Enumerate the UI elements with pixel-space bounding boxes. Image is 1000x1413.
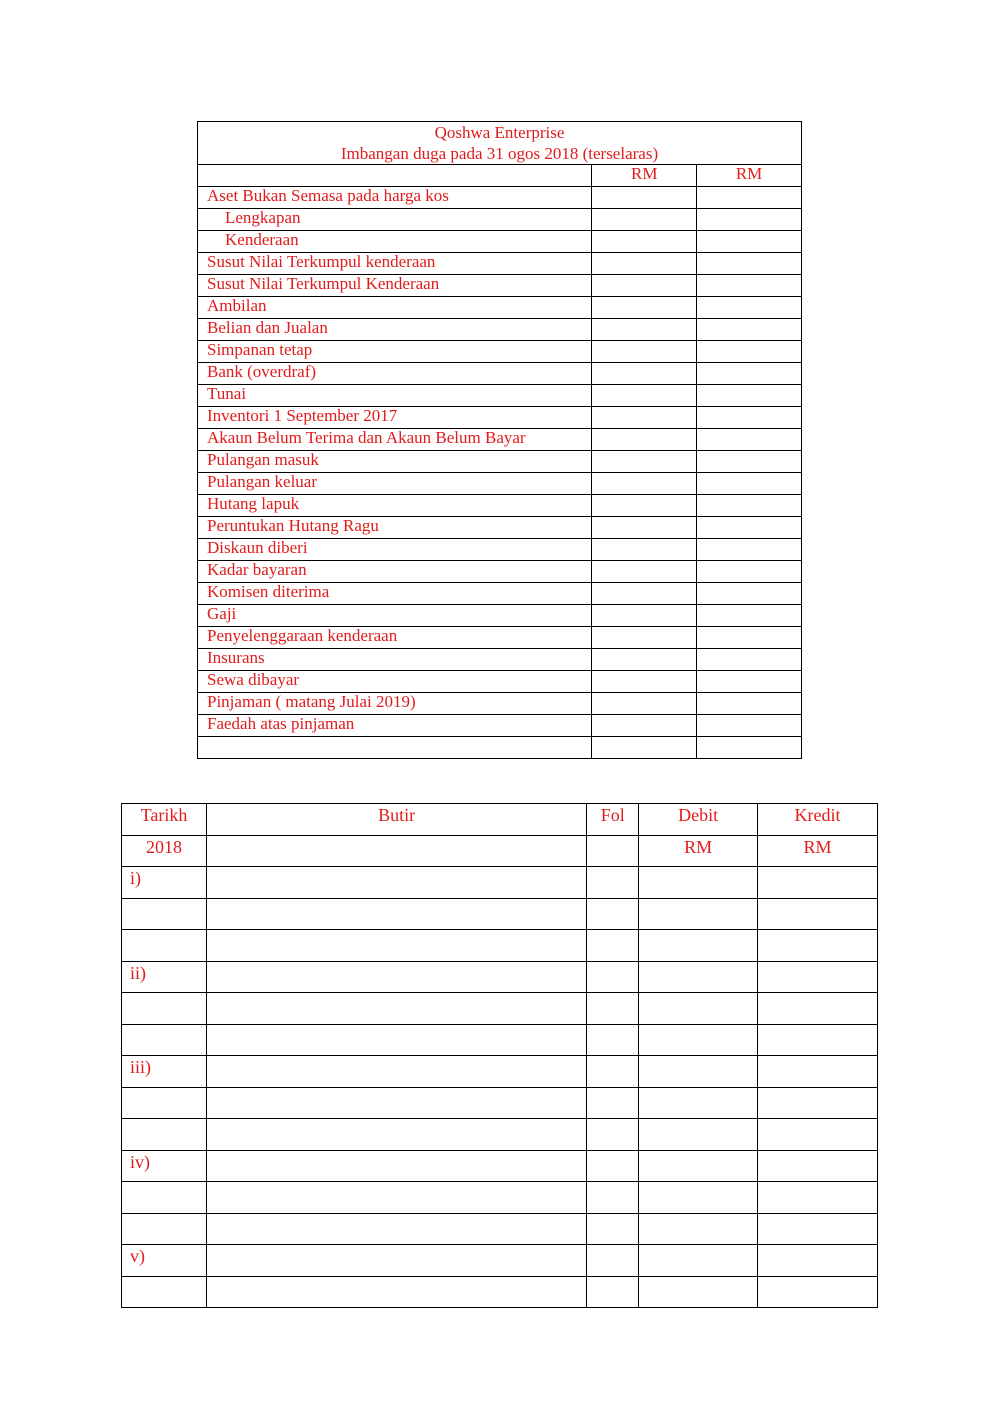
folio-cell[interactable] xyxy=(587,961,639,993)
folio-cell[interactable] xyxy=(587,1182,639,1214)
trial-balance-subtitle: Imbangan duga pada 31 ogos 2018 (terselaras) xyxy=(340,144,659,163)
particulars-cell[interactable] xyxy=(206,1150,586,1182)
entry-label: iv) xyxy=(122,1150,207,1182)
journal-table xyxy=(121,803,878,1308)
credit-cell[interactable] xyxy=(697,495,802,517)
particulars-cell[interactable] xyxy=(206,1213,586,1245)
account-label: Gaji xyxy=(198,605,592,627)
particulars-cell[interactable] xyxy=(206,1119,586,1151)
account-label: Kenderaan xyxy=(198,231,592,253)
credit-cell[interactable] xyxy=(697,363,802,385)
debit-cell[interactable] xyxy=(592,605,697,627)
debit-cell[interactable] xyxy=(639,1245,758,1277)
folio-cell[interactable] xyxy=(587,930,639,962)
total-label-cell xyxy=(198,737,592,759)
trial-balance-title xyxy=(198,122,802,165)
debit-cell[interactable] xyxy=(592,407,697,429)
date-cell[interactable] xyxy=(122,1276,207,1308)
credit-cell[interactable] xyxy=(758,1182,878,1214)
account-label: Pinjaman ( matang Julai 2019) xyxy=(198,693,592,715)
folio-cell[interactable] xyxy=(587,898,639,930)
debit-cell[interactable] xyxy=(639,1182,758,1214)
credit-cell[interactable] xyxy=(697,187,802,209)
trial-balance-table xyxy=(197,121,802,759)
particulars-subheader xyxy=(206,835,586,867)
credit-cell[interactable] xyxy=(697,253,802,275)
particulars-cell[interactable] xyxy=(206,898,586,930)
debit-cell[interactable] xyxy=(592,649,697,671)
debit-cell[interactable] xyxy=(592,671,697,693)
credit-cell[interactable] xyxy=(697,341,802,363)
account-label: Penyelenggaraan kenderaan xyxy=(198,627,592,649)
debit-cell[interactable] xyxy=(592,297,697,319)
date-cell[interactable] xyxy=(122,993,207,1025)
debit-cell[interactable] xyxy=(592,231,697,253)
folio-cell[interactable] xyxy=(587,867,639,899)
header-blank-cell xyxy=(198,165,592,187)
folio-cell[interactable] xyxy=(587,1024,639,1056)
credit-cell[interactable] xyxy=(697,319,802,341)
credit-cell[interactable] xyxy=(697,209,802,231)
particulars-cell[interactable] xyxy=(206,1087,586,1119)
debit-cell[interactable] xyxy=(639,1276,758,1308)
credit-cell[interactable] xyxy=(697,407,802,429)
debit-cell[interactable] xyxy=(592,627,697,649)
debit-cell[interactable] xyxy=(592,517,697,539)
credit-cell[interactable] xyxy=(697,517,802,539)
account-label: Inventori 1 September 2017 xyxy=(198,407,592,429)
account-label: Bank (overdraf) xyxy=(198,363,592,385)
account-label: Akaun Belum Terima dan Akaun Belum Bayar xyxy=(198,429,592,451)
debit-cell[interactable] xyxy=(639,1087,758,1119)
folio-cell[interactable] xyxy=(587,1119,639,1151)
debit-cell[interactable] xyxy=(592,715,697,737)
debit-currency-label: RM xyxy=(639,835,758,867)
credit-cell[interactable] xyxy=(697,583,802,605)
credit-cell[interactable] xyxy=(697,429,802,451)
debit-cell[interactable] xyxy=(592,187,697,209)
folio-cell[interactable] xyxy=(587,1056,639,1088)
debit-cell[interactable] xyxy=(639,898,758,930)
debit-cell[interactable] xyxy=(639,961,758,993)
account-label: Susut Nilai Terkumpul kenderaan xyxy=(198,253,592,275)
debit-cell[interactable] xyxy=(592,561,697,583)
debit-cell[interactable] xyxy=(639,1024,758,1056)
account-label: Pulangan keluar xyxy=(198,473,592,495)
folio-cell[interactable] xyxy=(587,993,639,1025)
credit-cell[interactable] xyxy=(758,993,878,1025)
debit-cell[interactable] xyxy=(639,1056,758,1088)
debit-cell[interactable] xyxy=(592,495,697,517)
debit-cell[interactable] xyxy=(592,209,697,231)
credit-cell[interactable] xyxy=(758,1087,878,1119)
date-cell[interactable] xyxy=(122,1024,207,1056)
account-label: Pulangan masuk xyxy=(198,451,592,473)
particulars-cell[interactable] xyxy=(206,1276,586,1308)
debit-cell[interactable] xyxy=(639,1213,758,1245)
credit-cell[interactable] xyxy=(697,671,802,693)
account-label: Diskaun diberi xyxy=(198,539,592,561)
folio-cell[interactable] xyxy=(587,1213,639,1245)
debit-cell[interactable] xyxy=(592,385,697,407)
credit-cell[interactable] xyxy=(758,1119,878,1151)
debit-cell[interactable] xyxy=(592,539,697,561)
credit-cell[interactable] xyxy=(697,627,802,649)
credit-cell[interactable] xyxy=(758,1245,878,1277)
particulars-cell[interactable] xyxy=(206,930,586,962)
debit-cell[interactable] xyxy=(592,451,697,473)
account-label: Belian dan Jualan xyxy=(198,319,592,341)
debit-cell[interactable] xyxy=(639,867,758,899)
credit-currency-label: RM xyxy=(758,835,878,867)
credit-cell[interactable] xyxy=(697,275,802,297)
debit-cell[interactable] xyxy=(592,693,697,715)
account-label: Tunai xyxy=(198,385,592,407)
credit-cell[interactable] xyxy=(697,385,802,407)
account-label: Ambilan xyxy=(198,297,592,319)
folio-subheader xyxy=(587,835,639,867)
debit-cell[interactable] xyxy=(639,993,758,1025)
credit-cell[interactable] xyxy=(697,605,802,627)
debit-column-header: RM xyxy=(592,165,697,187)
account-label: Simpanan tetap xyxy=(198,341,592,363)
credit-cell[interactable] xyxy=(758,867,878,899)
debit-total-cell[interactable] xyxy=(592,737,697,759)
credit-cell[interactable] xyxy=(697,473,802,495)
debit-cell[interactable] xyxy=(592,319,697,341)
folio-cell[interactable] xyxy=(587,1276,639,1308)
entry-label: i) xyxy=(122,867,207,899)
credit-total-cell[interactable] xyxy=(697,737,802,759)
credit-cell[interactable] xyxy=(758,1213,878,1245)
debit-cell[interactable] xyxy=(639,1150,758,1182)
credit-cell[interactable] xyxy=(697,715,802,737)
particulars-cell[interactable] xyxy=(206,1182,586,1214)
date-cell[interactable] xyxy=(122,1213,207,1245)
particulars-cell[interactable] xyxy=(206,993,586,1025)
debit-column-header: Debit xyxy=(639,804,758,836)
debit-cell[interactable] xyxy=(592,253,697,275)
particulars-cell[interactable] xyxy=(206,867,586,899)
folio-cell[interactable] xyxy=(587,1245,639,1277)
company-name: Qoshwa Enterprise xyxy=(434,123,565,142)
credit-cell[interactable] xyxy=(758,1056,878,1088)
particulars-cell[interactable] xyxy=(206,961,586,993)
credit-column-header: Kredit xyxy=(758,804,878,836)
credit-cell[interactable] xyxy=(697,231,802,253)
credit-cell[interactable] xyxy=(697,297,802,319)
date-cell[interactable] xyxy=(122,1087,207,1119)
account-label: Sewa dibayar xyxy=(198,671,592,693)
account-label: Kadar bayaran xyxy=(198,561,592,583)
date-cell[interactable] xyxy=(122,1119,207,1151)
entry-label: v) xyxy=(122,1245,207,1277)
credit-cell[interactable] xyxy=(758,1150,878,1182)
credit-cell[interactable] xyxy=(697,561,802,583)
entry-label: ii) xyxy=(122,961,207,993)
entry-label: iii) xyxy=(122,1056,207,1088)
folio-column-header: Fol xyxy=(587,804,639,836)
particulars-cell[interactable] xyxy=(206,1056,586,1088)
credit-cell[interactable] xyxy=(697,649,802,671)
credit-cell[interactable] xyxy=(758,930,878,962)
credit-cell[interactable] xyxy=(758,1024,878,1056)
particulars-column-header: Butir xyxy=(206,804,586,836)
particulars-cell[interactable] xyxy=(206,1245,586,1277)
date-cell[interactable] xyxy=(122,1182,207,1214)
credit-cell[interactable] xyxy=(758,898,878,930)
account-label: Hutang lapuk xyxy=(198,495,592,517)
date-cell[interactable] xyxy=(122,930,207,962)
debit-cell[interactable] xyxy=(592,341,697,363)
folio-cell[interactable] xyxy=(587,1150,639,1182)
debit-cell[interactable] xyxy=(592,583,697,605)
folio-cell[interactable] xyxy=(587,1087,639,1119)
debit-cell[interactable] xyxy=(639,930,758,962)
debit-cell[interactable] xyxy=(639,1119,758,1151)
account-label: Insurans xyxy=(198,649,592,671)
account-label: Susut Nilai Terkumpul Kenderaan xyxy=(198,275,592,297)
debit-cell[interactable] xyxy=(592,429,697,451)
debit-cell[interactable] xyxy=(592,473,697,495)
debit-cell[interactable] xyxy=(592,363,697,385)
debit-cell[interactable] xyxy=(592,275,697,297)
account-label: Lengkapan xyxy=(198,209,592,231)
credit-column-header: RM xyxy=(697,165,802,187)
date-cell[interactable] xyxy=(122,898,207,930)
credit-cell[interactable] xyxy=(758,961,878,993)
account-label: Peruntukan Hutang Ragu xyxy=(198,517,592,539)
credit-cell[interactable] xyxy=(697,539,802,561)
credit-cell[interactable] xyxy=(697,451,802,473)
credit-cell[interactable] xyxy=(697,693,802,715)
date-column-header: Tarikh xyxy=(122,804,207,836)
year-label: 2018 xyxy=(122,835,207,867)
account-label: Aset Bukan Semasa pada harga kos xyxy=(198,187,592,209)
credit-cell[interactable] xyxy=(758,1276,878,1308)
account-label: Komisen diterima xyxy=(198,583,592,605)
account-label: Faedah atas pinjaman xyxy=(198,715,592,737)
particulars-cell[interactable] xyxy=(206,1024,586,1056)
